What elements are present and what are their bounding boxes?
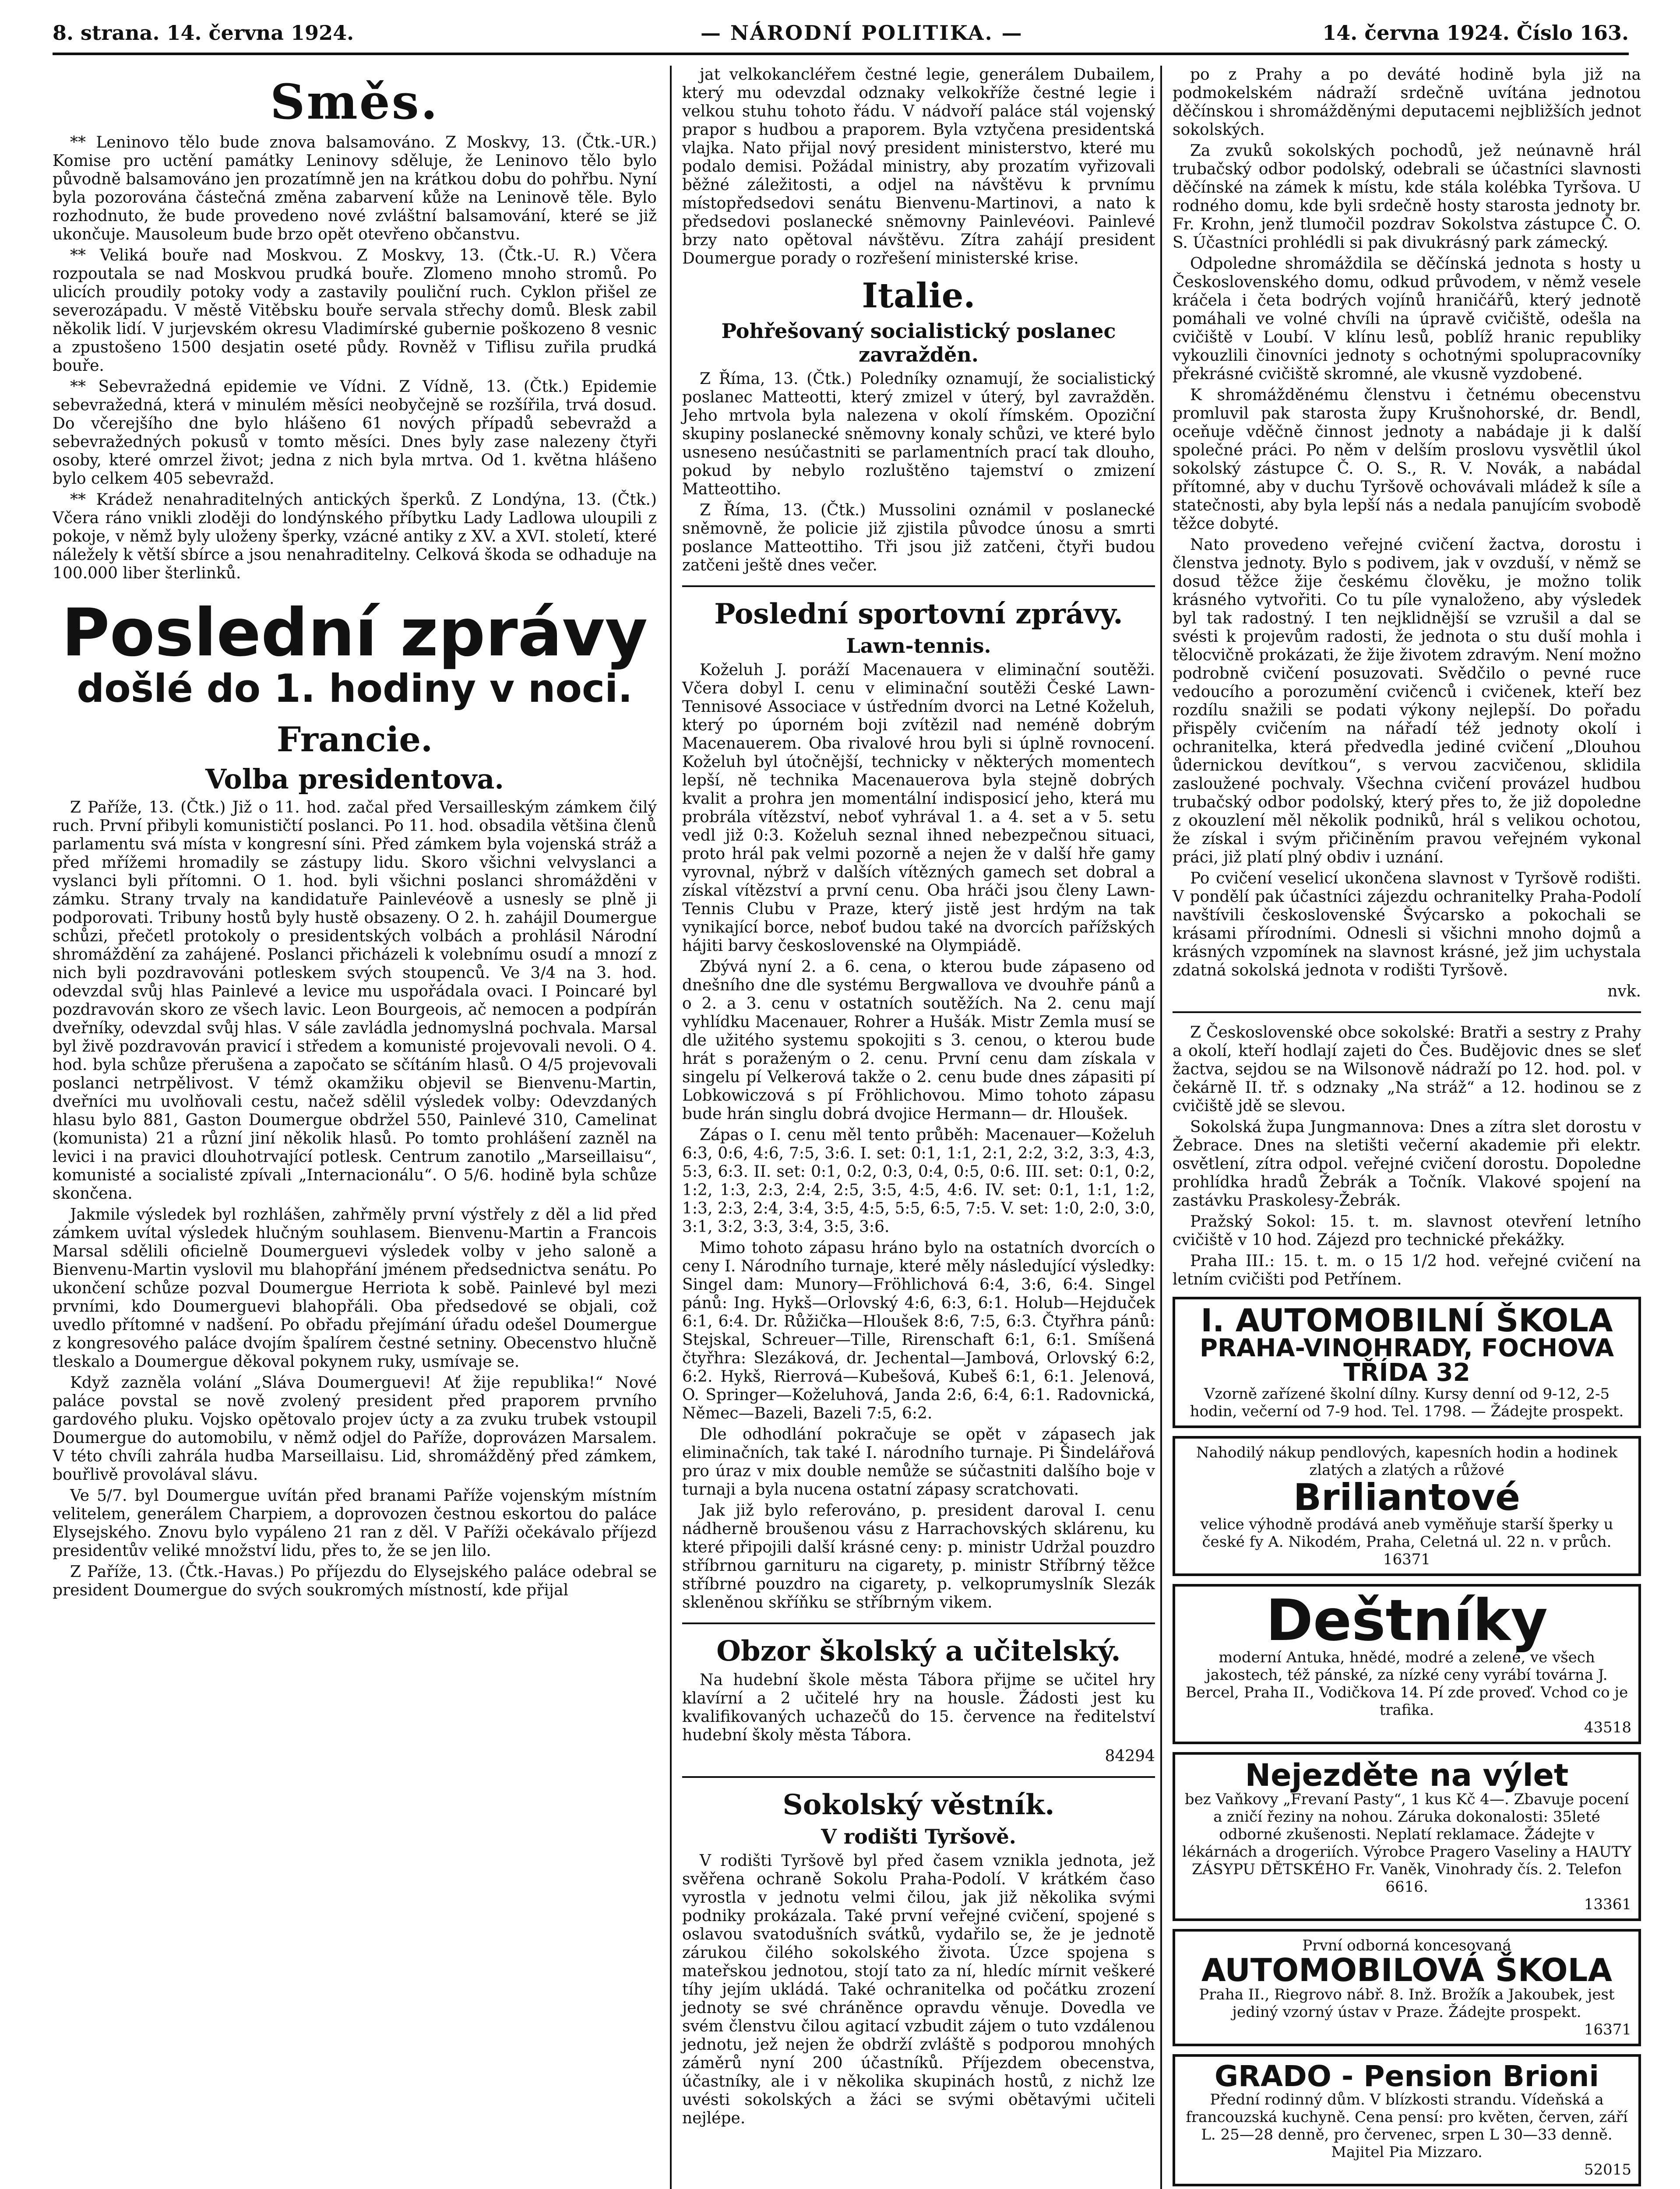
article-lenin: ** Leninovo tělo bude znova balsamováno. Z Moskvy, 13. (Čtk.-UR.) Komise pro uctění památky Leninovy sděluje, že Leninovo tělo bylo původně balsamováno jen prozatímně jen na krátkou dobu do pohřbu. Nyní byla pozorována částečná změna zabarvení kůže na Leninově těle. Bylo rozhodnuto, že bude provedeno nové zvláštní balsamování, které se již ukončuje. Mausoleum bude brzo opět otevřeno občanstvu. xyxy=(53,134,657,243)
author-sign: nvk. xyxy=(1607,982,1641,1000)
ad-umbrellas xyxy=(1173,1584,1641,1744)
ad-title: Deštníky xyxy=(1266,1587,1548,1654)
ad-foot-paste xyxy=(1173,1752,1641,1921)
headline-latest-news-sub: došlé do 1. hodiny v noci. xyxy=(77,666,633,711)
section-title-sport: Poslední sportovní zprávy. xyxy=(714,598,1123,630)
newspaper-title: — NÁRODNÍ POLITIKA. — xyxy=(701,21,1023,45)
notice-jungmann: Sokolská župa Jungmannova: Dnes a zítra slet dorostu v Žebrace. Dnes na sletišti večerní akademie při elektr. osvětlení, zítra odpol. veřejné cvičení dorostu. Dopoledne prohlídka hradů Žebrák a Točník. Vlakové spojení na zastávku Praskolesy-Žebrák. xyxy=(1173,1118,1641,1210)
article-sokol-7: Po cvičení veselicí ukončena slavnost v Tyršově rodišti. V pondělí pak účastníci zájezdu ochranitelky Praha-Podolí navštívili československé Švýcarsko a pokochali se krásami přírodními. Odnesli si všichni mnoho dojmů a krásných vzpomínek na slavnost krásné, jež jim uchystala zdatná sokolská jednota v rodišti Tyršově. xyxy=(1173,869,1641,979)
article-italy-2: Z Říma, 13. (Čtk.) Mussolini oznámil v poslanecké sněmovně, že policie již zjistila původce únosu a smrti poslance Matteottiho. Tři jsou již zatčeni, čtyři budou zatčeni ještě dnes večer. xyxy=(682,501,1155,574)
ad-pension xyxy=(1173,2054,1641,2186)
ad-body: velice výhodně prodává aneb vyměňuje starší šperky u české fy A. Nikodém, Praha, Celetná ul. 22 n. v průch. 16371 xyxy=(1200,1516,1613,1568)
article-france-2: Jakmile výsledek byl rozhlášen, zahřměly první výstřely z děl a lid před zámkem uvítal výsledek hlučným souhlasem. Bienvenu-Martin a Francois Marsal sdělili oficielně Doumerguevi výsledek volby v jeho saloně a Bienvenu-Martin vyslovil mu blahopřání jménem předsednictva senátu. Po ukončení schůze pozval Doumergue Herriota k sobě. Painlevé byl mezi prvními, kdo Doumerguevi blahopřáli. Oba předsedové se objali, což uvedlo přítomné v nadšení. Po obřadu přejímání úřadu odešel Doumergue z kongresového paláce dvojím špalírem čestné setniny. Obecenstvo hlučně tleskalo a Doumergue děkoval pokynem ruky, usmívaje se. xyxy=(53,1206,657,1371)
section-title-sokol: Sokolský věstník. xyxy=(782,1788,1055,1821)
article-suicide-vienna: ** Sebevražedná epidemie ve Vídni. Z Vídně, 13. (Čtk.) Epidemie sebevražedná, která v minulém měsíci neobyčejně se rozšířila, trvá dosud. Do včerejšího dne bylo hlášeno 61 nových případů sebevražd a sebevražedných pokusů v tomto měsíci. Dnes byly zase nalezeny čtyři osoby, které omrzel život; jedna z nich byla mrtva. Od 1. května hlášeno bylo celkem 405 sebevražd. xyxy=(53,378,657,488)
notice-prague-sokol: Pražský Sokol: 15. t. m. slavnost otevření letního cvičiště v 10 hod. Zájezd pro technické překážky. xyxy=(1173,1213,1641,1249)
article-sokol-1: V rodišti Tyršově byl před časem vznikla jednota, jež svěřena ochraně Sokolu Praha-Podolí. V krátkém časo vyrostla v jednotu velmi čilou, jak již několika svými podniky prokázala. Také první veřejné cvičení, spojené s oslavou svatodušních svátků, vydařilo se, že je jednotě zárukou čilého sokolského života. Úzce spojena s mateřskou jednotou, stojí tato za ní, hledíc mírnit veškeré tíhy jejím ukládá. Také ochranitelka od počátku zrození jednoty se své chráněnce opravdu věnuje. Dovedla ve svém členstvu čilou agitací vzbudit zájem o tuto vzdálenou jednotu, jež nejen že obdrží zvláště s podporou mnohých záměrů nyní 200 účastníků. Příjezdem obecenstva, účastníky, ale i v několika skupinách hostů, z nichž lze uvésti sokolských a žáci se svými obětavými učiteli nejlépe. xyxy=(682,1852,1155,2127)
ad-title: Briliantové xyxy=(1293,1476,1520,1519)
ad-body: Praha II., Riegrovo nábř. 8. Inž. Brožík a Jakoubek, jest jediný vzorný ústav v Praze. Žádejte prospekt. xyxy=(1199,1986,1615,2021)
ad-title: GRADO - Pension Brioni xyxy=(1214,2059,1599,2093)
page-number-date: 8. strana. 14. června 1924. xyxy=(53,21,354,45)
ad-number: 13361 xyxy=(1584,1896,1631,1913)
divider xyxy=(1173,1011,1641,1013)
notice-number: 84294 xyxy=(1105,1747,1155,1765)
article-storm-moscow: ** Veliká bouře nad Moskvou. Z Moskvy, 13. (Čtk.-U. R.) Včera rozpoutala se nad Moskvou prudká bouře. Zlomeno mnoho stromů. Po ulicích proudily potoky vody a zastavily pouliční ruch. Cyklon přišel ze severozápadu. V městě Vitěbsku bouře servala střechy domů. Blesk zabil několik lidí. V jurjevském okresu Vladimírské gubernie poškozeno 8 vesnic a zpustošeno 1500 desjatin oseté půdy. Rovněž v Tiflisu zuřila prudká bouře. xyxy=(53,246,657,375)
divider xyxy=(682,1776,1155,1778)
article-france-4: Ve 5/7. byl Doumergue uvítán před branami Paříže vojenským místním velitelem, generálem Charpiem, a doprovozen čestnou eskortou do paláce Elysejského. Znovu bylo vypáleno 21 ran z děl. V Paříži očekávalo příjezd presidentův veliké množství lidu, přes to, že se jen lilo. xyxy=(53,1487,657,1560)
article-tennis-6: Jak již bylo referováno, p. president daroval I. cenu nádherně broušenou vásu z Harrachovských sklárenu, ku které připojili další krásné ceny: p. ministr Udržal pouzdro stříbrnou garnituru na cigarety, p. ministr Stříbrný těžce stříbrné pouzdro na cigarety, p. velkoprumyslník Slezák skleněnou skříňku se stříbrným vikem. xyxy=(682,1502,1155,1612)
article-sokol-6: Nato provedeno veřejné cvičení žactva, dorostu i členstva jednoty. Bylo s podivem, jak v ovzduší, v němž se dosud těžce žije českému člověku, je možno tolik krásného vytvořiti. Co tu píle vynaloženo, aby výsledek byl tak radostný. I ten nejklidnější se vzrušil a dal se svésti k projevům radosti, že jednota o stu duší mohla i tělocvičně prokázati, že žije životem zdravým. Není možno podrobně cvičení posuzovati. Svědčilo o pevné ruce vedoucího a porozumění cvičenců i cvičenek, kteří bez rozdílu snažili se podati výkony nejlepší. Do pořadu přispěly cvičením na nářadí též jednoty okolí i ochranitelka, která předvedla jediné cvičení „Dlouhou ůdernickou devítkou“, s vervou zacvičenou, sklidila zasloužené pochvaly. Všechna cvičení provázel hudbou trubačský odbor podolský, který přes to, že již dopoledne z okouzlení měl několik podniků, hrál s velikou ochotou, že získal i svým přičiněním pravou veřejném vykonal práci, již platí plný obdiv i uznání. xyxy=(1173,536,1641,866)
notice-praha-3: Praha III.: 15. t. m. o 15 1/2 hod. veřejné cvičení na letním cvičišti pod Petřínem. xyxy=(1173,1252,1641,1288)
ad-title: AUTOMOBILOVÁ ŠKOLA xyxy=(1201,1952,1613,1988)
ad-lead: Nahodilý nákup pendlových, kapesních hodin a hodinek zlatých a zlatých a růžové xyxy=(1196,1444,1618,1479)
ad-diamonds xyxy=(1173,1436,1641,1576)
column-right xyxy=(1160,66,1641,2189)
subtitle-lawn-tennis: Lawn-tennis. xyxy=(846,634,991,658)
article-tennis-1: Koželuh J. poráží Macenauera v eliminační soutěži. Včera dobyl I. cenu v eliminační soutěži České Lawn-Tennisové Associace v ústředním dvorci na Letné Koželuh, který po úporném boji zvítězil nad neméně dobrým Macenauerem. Oba rivalové hrou byli si úplně rovnocení. Koželuh byl útočnější, technicky v některých momentech lepší, ně technika Macenauerova byla stejně dobrých kvalit a prohra jen momentální indisposicí jeho, která mu probrála vítězství, neboť vyhrával 1. a 4. set a v 5. setu vedl již 0:3. Koželuh seznal ihned nebezpečnou situaci, proto hrál pak velmi pozorně a nejen že v další hře gamy vyrovnal, nýbrž v dalších vítězných gamech set dobral a získal vítězství a první cenu. Oba hráči jsou členy Lawn-Tennis Clubu v Praze, který jistě jest hrdým na tak vynikající borce, neboť budou také na dvorcích pařížských hájiti barvy československé na Olympiádě. xyxy=(682,661,1155,955)
ad-title: I. AUTOMOBILNÍ ŠKOLA xyxy=(1201,1302,1613,1339)
ad-number: 43518 xyxy=(1584,1719,1631,1736)
section-title-smes: Směs. xyxy=(270,74,440,130)
ad-auto-school-2 xyxy=(1173,1929,1641,2046)
subtitle-italy: Pohřešovaný socialistický poslanec zavražděn. xyxy=(721,319,1116,366)
section-title-france: Francie. xyxy=(276,720,433,760)
subtitle-tyrs: V rodišti Tyršově. xyxy=(821,1825,1016,1848)
notice-cos: Z Československé obce sokolské: Bratři a sestry z Prahy a okolí, kteří hodlají zajeti do Čes. Budějovic dnes se sleť žactva, sejdou se na Wilsonově nádraží po 12. hod. pol. v čekárně II. tř. s odznaky „Na stráž“ a 12. hodinou se z cvičiště jdě se slevou. xyxy=(1173,1024,1641,1115)
section-title-italy: Italie. xyxy=(862,276,976,316)
article-sokol-4: Odpoledne shromáždila se děčínská jednota s hosty u Československého domu, odkud průvodem, v němž vesele kráčela i četa bodrých vojínů hraničářů, který jednotě pomáhali ve volné chvíli na úpravě cvičiště, odešla na cvičiště v Loubí. V klínu lesů, poblíž hranic republiky vykouzlili činovníci jednoty s ochotnými spolupracovníky překrásné cvičiště skromné, ale vkusně vyzdobené. xyxy=(1173,255,1641,383)
divider xyxy=(682,1622,1155,1624)
ad-body: moderní Antuka, hnědé, modré a zelené, ve všech jakostech, též pánské, za nízké ceny vyrábí továrna J. Bercel, Praha II., Vodičkova 14. Pí zde proveď. Vchod co je trafika. xyxy=(1185,1649,1628,1719)
column-middle xyxy=(670,66,1155,2189)
issue-number: 14. června 1924. Číslo 163. xyxy=(1322,21,1629,45)
article-tennis-3: Zápas o I. cenu měl tento průběh: Macenauer—Koželuh 6:3, 0:6, 4:6, 7:5, 3:6. I. set: 0:1, 1:1, 2:1, 2:2, 3:2, 3:3, 4:3, 5:3, 6:3. II. set: 0:1, 0:2, 0:3, 0:4, 0:5, 0:6. III. set: 0:1, 0:2, 1:2, 1:3, 2:3, 2:4, 2:5, 3:5, 4:5, 4:6. IV. set: 0:1, 1:1, 1:2, 1:3, 2:3, 2:4, 3:4, 3:5, 4:5, 5:5, 6:5, 7:5. V. set: 1:0, 2:0, 3:0, 3:1, 3:2, 3:3, 3:4, 3:5, 3:6. xyxy=(682,1126,1155,1236)
article-school: Na hudební škole města Tábora přijme se učitel hry klavírní a 2 učitelé hry na housle. Žádosti jest ku kvalifikovaných uchazečů do 15. července na ředitelství hudební školy města Tábora. xyxy=(682,1671,1155,1744)
ad-subtitle: PRAHA-VINOHRADY, FOCHOVA TŘÍDA 32 xyxy=(1199,1334,1614,1387)
article-jewel-theft: ** Krádež nenahraditelných antických šperků. Z Londýna, 13. (Čtk.) Včera ráno vnikli zloději do londýnského příbytku Lady Ladlowa uloupili z pokoje, v němž byly uloženy šperky, vzácné antiky z XV. a XVI. století, které náležely k větší sbírce a jsou nenahraditelny. Celková škoda se odhaduje na 100.000 liber šterlinků. xyxy=(53,491,657,582)
article-tennis-5: Dle odhodlání pokračuje se opět v zápasech jak eliminačních, tak také I. národního turnaje. Pi Šindelářová pro úraz v mix double nemůže se súčastniti dalšího boje v turnaji a byla nucena ostatní zápasy scratchovati. xyxy=(682,1425,1155,1499)
divider xyxy=(682,585,1155,587)
ad-body: Vzorně zařízené školní dílny. Kursy denní od 9-12, 2-5 hodin, večerní od 7-9 hod. Tel. 1798. — Žádejte prospekt. xyxy=(1190,1385,1624,1420)
page-header xyxy=(53,18,1629,55)
article-france-cont: jat velkokancléřem čestné legie, generálem Dubailem, který mu odevzdal odznaky velkokříže čestné legie i velkou stuhu tohoto řádu. V nádvoří paláce stál vojenský prapor s hudbou a praporem. Byla vztyčena presidentská vlajka. Nato přijal nový president ministerstvo, které mu podalo demisi. Požádal ministry, aby prozatím vyřizovali běžné záležitosti, a odjel na návštěvu k prvnímu místopředsedovi senátu Bienvenu-Martinovi, a nato k předsedovi poslanecké sněmovny Painlevéovi. Painlevé brzy nato opětoval návštěvu. Zítra zahájí president Doumergue porady o rozřešení ministerské krise. xyxy=(682,66,1155,267)
article-tennis-4: Mimo tohoto zápasu hráno bylo na ostatních dvorcích o ceny I. Národního turnaje, které měly následující výsledky: Singel dam: Munory—Fröhlichová 6:4, 3:6, 6:4. Singel pánů: Ing. Hykš—Orlovský 4:6, 6:3, 6:1. Holub—Hejduček 6:1, 6:4. Dr. Růžička—Hloušek 8:6, 7:5, 6:3. Čtyřhra pánů: Stejskal, Schreuer—Tille, Rirenschaft 6:1, 6:1. Smíšená čtyřhra: Slezáková, dr. Jechental—Jambová, Orlovský 6:2, 6:2. Hykš, Rierrová—Kubešová, Kubeš 6:1, 6:1. Jelenová, O. Springer—Koželuhová, Janda 2:6, 6:4, 6:1. Radovnická, Němec—Bazeli, Bazeli 7:5, 6:2. xyxy=(682,1239,1155,1422)
section-title-school: Obzor školský a učitelský. xyxy=(716,1635,1121,1668)
article-tennis-2: Zbývá nyní 2. a 6. cena, o kterou bude zápaseno od dnešního dne dle systému Bergwallova ve dvouhře pánů a o 2. a 3. cenu v ostatních soutěžích. Na 2. cenu mají vyhlídku Macenauer, Rohrer a Hušák. Mistr Zemla musí se dle užitého systemu spokojiti s 3. cenou, o kterou bude hrát s poraženým o 2. cenu. První cenu dam získala v singelu pí Velkerová takže o 2. cenu bude dnes zápasiti pí Lobkowiczová s pí Fröhlichovou. Mimo tohoto zápasu bude hrán singlu dobrá dvojice Hermann— dr. Hloušek. xyxy=(682,958,1155,1123)
ad-body: bez Vaňkovy „Frevaní Pasty“, 1 kus Kč 4—. Zbavuje pocení a zničí řeziny na nohou. Záruka dokonalosti: 35leté odborné zkušenosti. Neplatí reklamace. Žádejte v lékárnách a drogeriích. Výrobce Pragero Vaseliny a HAUTY ZÁSYPU DĚTSKÉHO Fr. Vaněk, Vinohrady čís. 2. Telefon 6616. xyxy=(1182,1791,1631,1896)
article-sokol-5: K shromážděnému členstvu i četnému obecenstvu promluvil pak starosta župy Krušnohorské, dr. Bendl, oceňuje vděčně činnost jednoty a nabádaje ji k další společné práci. Po něm v delším proslovu vysvětlil úkol sokolský zástupce Č. O. S., R. V. Novák, a nabádal přítomné, aby v duchu Tyršově ochovávali mládež k síle a statečnosti, aby byla lepší nás a nedala panujícím svobodě těžce dobyté. xyxy=(1173,386,1641,533)
ad-auto-school-1 xyxy=(1173,1297,1641,1428)
subtitle-election: Volba presidentova. xyxy=(205,763,504,795)
article-france-3: Když zazněla volání „Sláva Doumerguevi! Ať žije republika!“ Nové paláce povstal se nově zvolený president před praporem prvního gardového pluku. Vojsko opětovalo projev úcty a za zvuku trubek vstoupil Doumergue do automobilu, v němž odjel do Paříže, doprovázen Marsalem. V této chvíli zahrála hudba Marseillaisu. Lid, shromážděný před zámkem, bouřlivě provolával slávu. xyxy=(53,1374,657,1484)
column-left xyxy=(53,66,657,2189)
article-france-1: Z Paříže, 13. (Čtk.) Již o 11. hod. začal před Versailleským zámkem čilý ruch. První přibyli komunističtí poslanci. Po 11. hod. obsadila většina členů parlamentu svá místa v kongresní síni. Před zámkem byla vojenská stráž a před mřížemi hromadily se zástupy lidu. Skoro všichni velvyslanci a vyslanci byli přítomni. O 1. hod. byli všichni poslanci shromážděni v zámku. Strany trvaly na kandidatuře Painlevéově a usnesly se plně ji podporovati. Tribuny hostů byly hustě obsazeny. O 2. h. zahájil Doumergue schůzi, přečetl protokoly o presidentských volbách a prohlásil Národní shromáždění za zahájené. Poslanci přicházeli k volebnímu osudí a mnozí z nich byli pozdravováni potleskem svých stoupenců. Ve 3/4 na 3. hod. odevzdal svůj hlas Painlevé a levice mu uspořádala ovaci. I Poincaré byl pozdravován skoro ze všech lavic. Leon Bourgeois, ač nemocen a podpírán dveřníky, odevzdal svůj hlas. V sále zavládla jednomyslná pochvala. Marsal byl živě pozdravován pravicí i středem a komunisté projevovali nevoli. O 4. hod. byla schůze přerušena a započato se sčítáním hlasů. O 4/5 projevovali poslanci netrpělivost. V témž okamžiku objevil se Bienvenu-Martin, dveřníci mu uvolňovali cestu, načež sdělil výsledek volby: Odevzdaných hlasu bylo 881, Gaston Doumergue obdržel 550, Painlevé 310, Camelinat (komunista) 21 a různí jiní několik hlasů. Po tomto prohlášení zazněl na levici i na pravici dlouhotrvající potlesk. Centrum zanotilo „Marseillaisu“, komunisté a socialisté zpívali „Internacionálu“. O 5/6. hodině byla schůze skončena. xyxy=(53,799,657,1203)
ad-body: Přední rodinný dům. V blízkosti strandu. Vídeňská a francouzská kuchyně. Cena pensí: pro květen, červen, září L. 25—28 denně, pro červenec, srpen L 30—33 denně. Majitel Pia Mizzaro. xyxy=(1186,2091,1628,2161)
article-italy-1: Z Říma, 13. (Čtk.) Poledníky oznamují, že socialistický poslanec Matteotti, který zmizel v úterý, byl zavražděn. Jeho mrtvola byla nalezena v okolí římském. Opoziční skupiny poslanecké sněmovny konaly schůzi, ve které bylo usneseno nesúčastniti se parlamentních prací tak dlouho, pokud by nebylo rozluštěno tajemství o zmizení Matteottiho. xyxy=(682,370,1155,498)
article-france-5: Z Paříže, 13. (Čtk.-Havas.) Po příjezdu do Elysejského paláce odebral se president Doumergue do svých soukromých místností, kde přijal xyxy=(53,1563,657,1599)
headline-latest-news: Poslední zprávy xyxy=(61,595,648,671)
article-sokol-2: po z Prahy a po deváté hodině byla již na podmokelském nádraží srdečně uvítána jednotou děčínskou i shromážděnými deputacemi nejbližších jednot sokolských. xyxy=(1173,66,1641,139)
ad-lead: První odborná koncesovaná xyxy=(1302,1937,1511,1954)
ad-number: 52015 xyxy=(1584,2161,1631,2178)
ad-title: Nejezděte na výlet xyxy=(1245,1757,1569,1793)
ad-number: 16371 xyxy=(1584,2021,1631,2038)
article-sokol-3: Za zvuků sokolských pochodů, jež neúnavně hrál trubačský odbor podolský, odebrali se účastníci slavnosti děčínské na zámek k místu, kde stála kolébka Tyršova. U rodného domu, kde byli srdečně hosty starosta jednoty br. Fr. Krohn, jenž tlumočil pozdrav Sokolstva zástupce Č. O. S. Účastníci prohlédli si pak divukrásný park zámecký. xyxy=(1173,142,1641,252)
